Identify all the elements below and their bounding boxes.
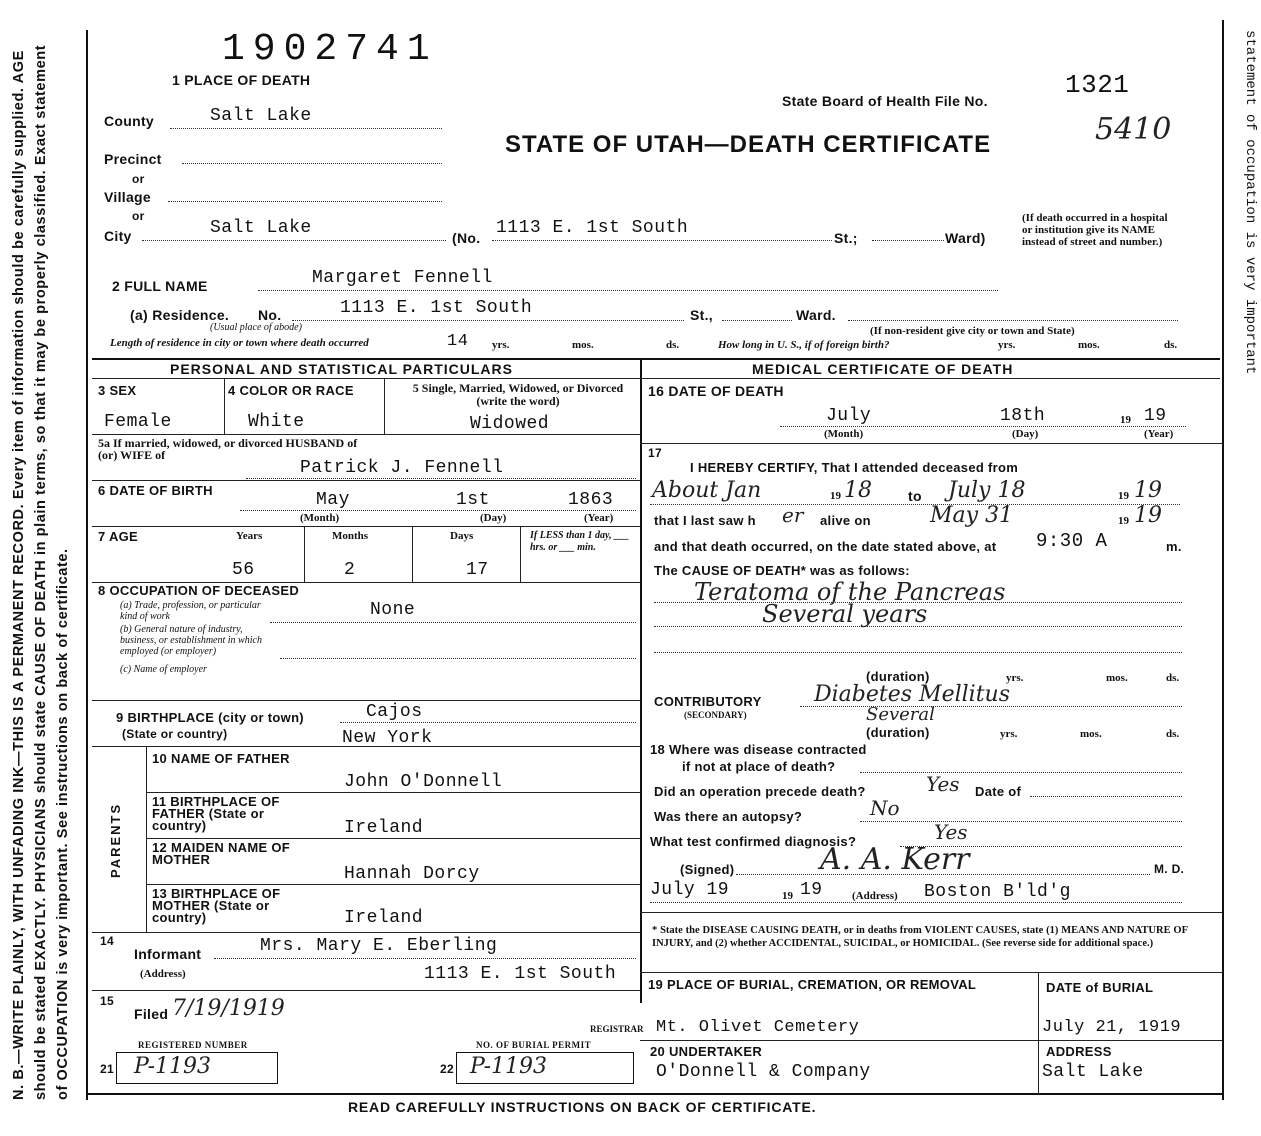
duration-label: (duration) bbox=[866, 725, 930, 740]
mos-label: mos. bbox=[572, 339, 594, 351]
st-label: St.; bbox=[834, 230, 858, 246]
age-months: 2 bbox=[344, 560, 356, 580]
street-no-label: (No. bbox=[452, 230, 481, 246]
undertaker-label: 20 UNDERTAKER bbox=[650, 1044, 763, 1059]
father-label: 10 NAME OF FATHER bbox=[152, 751, 290, 766]
certificate-title: STATE OF UTAH—DEATH CERTIFICATE bbox=[505, 131, 992, 158]
right-border bbox=[1222, 20, 1224, 1100]
mos-label: mos. bbox=[1078, 339, 1100, 351]
birthplace-label: 9 BIRTHPLACE (city or town) bbox=[116, 710, 304, 725]
hospital-note: (If death occurred in a hospital or institution give its NAME instead of street and number.) bbox=[1022, 212, 1168, 248]
year-caption: (Year) bbox=[1144, 428, 1174, 440]
certify-label: I HEREBY CERTIFY, That I attended deceased from bbox=[690, 460, 1019, 475]
signed-date: July 19 bbox=[650, 880, 730, 900]
length-years: 14 bbox=[447, 332, 469, 351]
file-number-label: State Board of Health File No. bbox=[782, 93, 988, 109]
where-label: 18 Where was disease contracted bbox=[650, 742, 867, 757]
occupation-value: None bbox=[370, 600, 416, 620]
us-label: How long in U. S., if of foreign birth? bbox=[718, 339, 890, 351]
residence-ward-label: Ward. bbox=[796, 307, 836, 323]
last-saw-date: May 31 bbox=[930, 503, 1014, 528]
yrs-label: yrs. bbox=[998, 339, 1016, 351]
burial-date-value: July 21, 1919 bbox=[1042, 1018, 1182, 1037]
death-month: July bbox=[826, 406, 872, 426]
filed-value: 7/19/1919 bbox=[172, 996, 285, 1021]
physician-signature: A. A. Kerr bbox=[820, 842, 970, 877]
reg-number-value: P-1193 bbox=[134, 1054, 212, 1079]
am-label: m. bbox=[1166, 539, 1182, 554]
sex-label: 3 SEX bbox=[98, 383, 137, 398]
death-year: 19 bbox=[1144, 406, 1167, 426]
residence-st-label: St., bbox=[690, 307, 713, 323]
ds-label: ds. bbox=[1166, 672, 1180, 684]
length-label: Length of residence in city or town where death occurred bbox=[110, 337, 369, 349]
residence-label: (a) Residence. bbox=[130, 307, 230, 323]
contributory-value: Diabetes Mellitus bbox=[814, 682, 1010, 707]
mother-birthplace-value: Ireland bbox=[344, 908, 424, 928]
filed-label: Filed bbox=[134, 1006, 169, 1022]
left-border bbox=[86, 30, 88, 1100]
operation-label: Did an operation precede death? bbox=[654, 784, 866, 799]
mother-value: Hannah Dorcy bbox=[344, 864, 480, 884]
spouse-value: Patrick J. Fennell bbox=[300, 458, 504, 478]
yrs-label: yrs. bbox=[1000, 728, 1018, 740]
contributory-duration-value: Several bbox=[866, 704, 935, 725]
dob-month: May bbox=[316, 490, 350, 510]
father-value: John O'Donnell bbox=[344, 772, 503, 792]
marital-value: Widowed bbox=[470, 414, 550, 434]
city-value: Salt Lake bbox=[210, 218, 312, 238]
where-label-2: if not at place of death? bbox=[682, 759, 836, 774]
death-day: 18th bbox=[1000, 406, 1046, 426]
to-year: 19 bbox=[1134, 478, 1162, 503]
mother-birthplace-label: 13 BIRTHPLACE OF MOTHER (State or country) bbox=[152, 886, 281, 925]
reg-number-label: REGISTERED NUMBER bbox=[138, 1040, 248, 1050]
death-time: 9:30 A bbox=[1036, 530, 1108, 552]
undertaker-value: O'Donnell & Company bbox=[656, 1062, 871, 1082]
cause-duration-value: Several years bbox=[762, 600, 928, 628]
footnote: * State the DISEASE CAUSING DEATH, or in deaths from VIOLENT CAUSES, state (1) MEANS AND NATURE OF INJURY, and (2) whether ACCIDENTAL, SUICIDAL, or HOMICIDAL. (See reverse side for additional space.) bbox=[652, 925, 1188, 949]
contributory-label: CONTRIBUTORY bbox=[654, 694, 762, 709]
duration-label: (duration) bbox=[866, 669, 930, 684]
years-label: Years bbox=[236, 530, 263, 542]
mos-label: mos. bbox=[1106, 672, 1128, 684]
mos-label: mos. bbox=[1080, 728, 1102, 740]
signed-address-label: (Address) bbox=[852, 890, 898, 902]
days-label: Days bbox=[450, 530, 474, 542]
certificate-number: 1902741 bbox=[222, 28, 438, 71]
street-value: 1113 E. 1st South bbox=[496, 218, 689, 238]
burial-place-value: Mt. Olivet Cemetery bbox=[656, 1018, 860, 1037]
file-number: 1321 bbox=[1065, 70, 1130, 100]
signed-year: 19 bbox=[800, 880, 823, 900]
father-birthplace-label: 11 BIRTHPLACE OF FATHER (State or country) bbox=[152, 794, 280, 833]
occupation-label: 8 OCCUPATION OF DECEASED bbox=[98, 583, 300, 598]
death-occurred-label: and that death occurred, on the date stated above, at bbox=[654, 539, 997, 554]
autopsy-label: Was there an autopsy? bbox=[654, 809, 803, 824]
dob-label: 6 DATE OF BIRTH bbox=[98, 483, 213, 498]
full-name-label: 2 FULL NAME bbox=[112, 278, 208, 294]
informant-address: 1113 E. 1st South bbox=[424, 964, 617, 984]
less-than-label: If LESS than 1 day, ___ hrs. or ___ min. bbox=[530, 530, 630, 553]
months-label: Months bbox=[332, 530, 369, 542]
parents-label: PARENTS bbox=[108, 802, 123, 878]
month-caption: (Month) bbox=[300, 512, 340, 524]
spouse-label: 5a If married, widowed, or divorced HUSBAND of (or) WIFE of bbox=[98, 436, 358, 462]
or-label: or bbox=[132, 209, 145, 223]
burial-date-label: DATE of BURIAL bbox=[1046, 980, 1154, 995]
burial-place-label: 19 PLACE OF BURIAL, CREMATION, OR REMOVAL bbox=[648, 977, 977, 992]
registrar-label: REGISTRAR bbox=[590, 1024, 644, 1034]
attended-from: About Jan bbox=[652, 478, 762, 503]
last-saw-label: that I last saw h bbox=[654, 513, 756, 528]
full-name-value: Margaret Fennell bbox=[312, 268, 493, 288]
age-days: 17 bbox=[466, 560, 489, 580]
date-of-death-label: 16 DATE OF DEATH bbox=[648, 383, 784, 399]
age-years: 56 bbox=[232, 560, 255, 580]
signed-label: (Signed) bbox=[680, 862, 735, 877]
date-of-label: Date of bbox=[975, 784, 1022, 799]
place-of-death-heading: 1 PLACE OF DEATH bbox=[172, 72, 311, 88]
burial-permit-label: NO. OF BURIAL PERMIT bbox=[476, 1040, 592, 1050]
month-caption: (Month) bbox=[824, 428, 864, 440]
left-margin-instructions: N. B.—WRITE PLAINLY, WITH UNFADING INK—THIS IS A PERMANENT RECORD. Every item of information should be carefully supplied. AGE should be stated EXACTLY. PHYSICIANS should state CAUSE OF DEATH in plain terms, so that it may be properly classified. Exact statement of OCCUPATION is very important. See instructions on back of certificate. bbox=[11, 44, 71, 1100]
last-saw-year: 19 bbox=[1134, 503, 1162, 528]
informant-address-label: (Address) bbox=[140, 968, 186, 980]
color-value: White bbox=[248, 412, 305, 432]
father-birthplace-value: Ireland bbox=[344, 818, 424, 838]
year-caption: (Year) bbox=[584, 512, 614, 524]
color-label: 4 COLOR OR RACE bbox=[228, 383, 354, 398]
precinct-label: Precinct bbox=[104, 151, 162, 167]
occupation-c-label: (c) Name of employer bbox=[120, 664, 207, 675]
footer-instructions: READ CAREFULLY INSTRUCTIONS ON BACK OF CERTIFICATE. bbox=[348, 1099, 817, 1115]
occupation-b-label: (b) General nature of industry, business, or establishment in which employed (or employer) bbox=[120, 624, 262, 657]
yrs-label: yrs. bbox=[1006, 672, 1024, 684]
dob-day: 1st bbox=[456, 490, 490, 510]
burial-address-value: Salt Lake bbox=[1042, 1062, 1144, 1082]
ds-label: ds. bbox=[666, 339, 680, 351]
medical-heading: MEDICAL CERTIFICATE OF DEATH bbox=[752, 361, 1014, 377]
sex-value: Female bbox=[104, 412, 172, 432]
or-label: or bbox=[132, 172, 145, 186]
age-label: 7 AGE bbox=[98, 529, 139, 544]
bottom-border bbox=[86, 1093, 1222, 1095]
informant-label: Informant bbox=[134, 946, 202, 962]
alive-on-label: alive on bbox=[820, 513, 871, 528]
operation-value: Yes bbox=[926, 772, 960, 796]
day-caption: (Day) bbox=[1012, 428, 1039, 440]
cause-value: Teratoma of the Pancreas bbox=[694, 578, 1006, 606]
signed-address: Boston B'ld'g bbox=[924, 882, 1071, 902]
burial-permit-value: P-1193 bbox=[470, 1054, 548, 1079]
county-value: Salt Lake bbox=[210, 106, 312, 126]
registrar-signature bbox=[344, 992, 352, 1022]
autopsy-value: No bbox=[870, 796, 900, 820]
right-margin-note: statement of occupation is very important bbox=[1242, 30, 1258, 375]
attended-to: July 18 bbox=[948, 478, 1026, 503]
nonresident-note: (If non-resident give city or town and State) bbox=[870, 325, 1075, 337]
birthplace-state: New York bbox=[342, 728, 433, 748]
personal-heading: PERSONAL AND STATISTICAL PARTICULARS bbox=[170, 361, 513, 377]
burial-address-label: ADDRESS bbox=[1046, 1044, 1112, 1059]
mother-label: 12 MAIDEN NAME OF MOTHER bbox=[152, 840, 291, 867]
residence-value: 1113 E. 1st South bbox=[340, 298, 533, 318]
birthplace-city: Cajos bbox=[366, 702, 423, 722]
ds-label: ds. bbox=[1164, 339, 1178, 351]
marital-label: 5 Single, Married, Widowed, or Divorced (write the word) bbox=[412, 381, 624, 408]
village-label: Village bbox=[104, 189, 151, 205]
county-label: County bbox=[104, 113, 155, 129]
cause-label: The CAUSE OF DEATH* was as follows: bbox=[654, 563, 910, 578]
ward-label: Ward) bbox=[945, 230, 986, 246]
ds-label: ds. bbox=[1166, 728, 1180, 740]
last-saw-h: er bbox=[782, 503, 804, 527]
occupation-a-label: (a) Trade, profession, or particular kind of work bbox=[120, 600, 261, 622]
test-value: Yes bbox=[934, 820, 968, 844]
from-year: 18 bbox=[844, 478, 872, 503]
residence-no-label: No. bbox=[258, 307, 282, 323]
test-label: What test confirmed diagnosis? bbox=[650, 834, 857, 849]
secondary-label: (SECONDARY) bbox=[684, 710, 747, 720]
abode-note: (Usual place of abode) bbox=[210, 322, 302, 333]
dob-year: 1863 bbox=[568, 490, 614, 510]
md-label: M. D. bbox=[1154, 862, 1185, 876]
to-label: to bbox=[908, 488, 922, 504]
state-label: (State or country) bbox=[122, 727, 228, 741]
file-number-alt: 5410 bbox=[1095, 112, 1172, 147]
yrs-label: yrs. bbox=[492, 339, 510, 351]
day-caption: (Day) bbox=[480, 512, 507, 524]
informant-value: Mrs. Mary E. Eberling bbox=[260, 936, 498, 956]
city-label: City bbox=[104, 228, 132, 244]
